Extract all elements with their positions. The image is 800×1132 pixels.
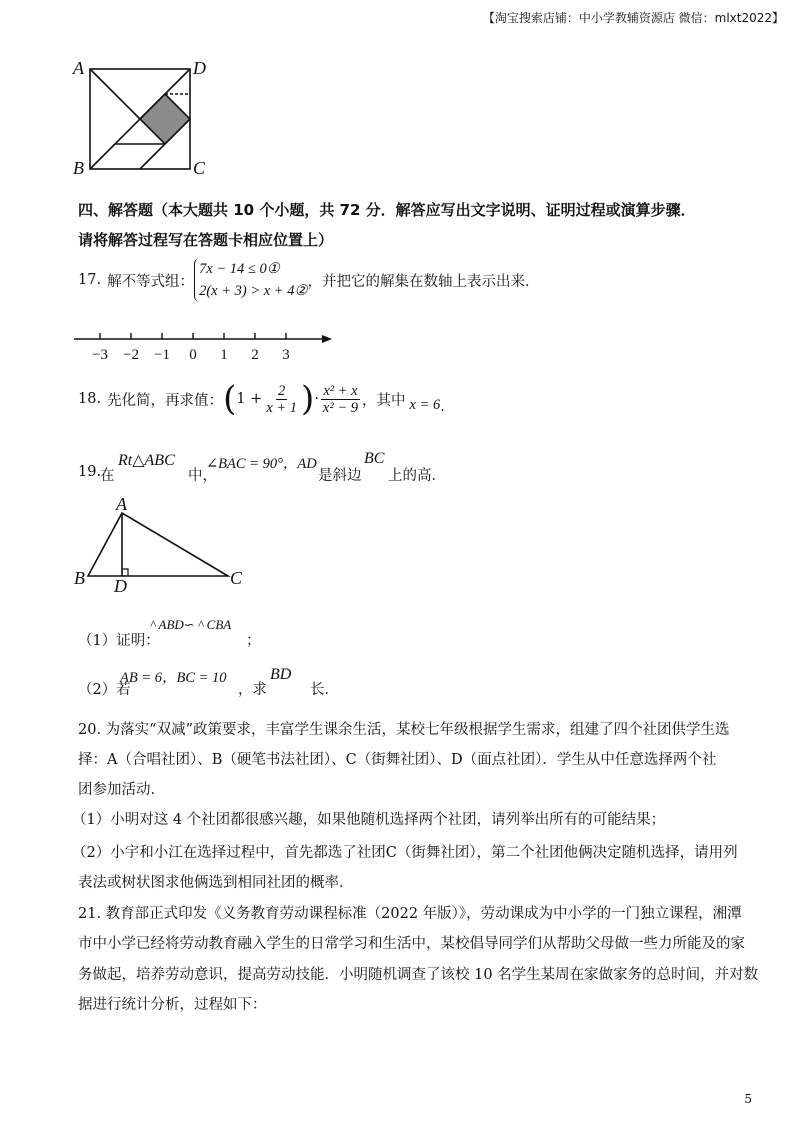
- q19-is: 是斜边: [318, 468, 362, 484]
- section-heading-line2: 请将解答过程写在答题卡相应位置上）: [78, 231, 334, 249]
- q18-mid: ，其中: [362, 392, 406, 409]
- q17-inequality-1: 7x − 14 ≤ 0①: [199, 261, 280, 277]
- q17-number: 17.: [78, 272, 102, 288]
- q18-value: x = 6: [409, 396, 441, 413]
- q17-inequality-2: 2(x + 3) > x + 4②: [199, 283, 308, 299]
- question-17: [78, 258, 539, 302]
- q20-sub2a: （2）小宇和小江在选择过程中，首先都选了社团C（街舞社团），第二个社团他俩决定随机选择，请用列: [72, 845, 738, 861]
- q18-fraction-1: $\frac{2}{x + 1}$: [266, 382, 298, 416]
- number-line-tick-label: 3: [282, 347, 290, 363]
- number-line-tick-label: −3: [92, 347, 108, 363]
- number-line-tick-label: 0: [189, 347, 197, 363]
- q19-in: 中，: [188, 468, 217, 484]
- q18-dot: ·: [314, 391, 319, 407]
- label-d: D: [193, 58, 206, 78]
- label-a: A: [73, 58, 84, 78]
- q19-part1-math: ^ ABD∽ ^ CBA: [150, 617, 232, 632]
- label-b: B: [73, 158, 84, 178]
- number-line-tick-label: 1: [220, 347, 228, 363]
- q19-angle: ∠BAC = 90°，AD: [206, 456, 317, 472]
- triangle-label-c: C: [230, 568, 243, 588]
- q19-triangle: Rt△ABC: [118, 452, 175, 469]
- number-line-tick-label: −2: [123, 347, 139, 363]
- q17-prefix: 解不等式组：: [107, 273, 195, 290]
- header-note: 【淘宝搜索店铺：中小学教辅资源店 微信：mlxt2022】: [482, 11, 784, 25]
- q20-line2: 择：A（合唱社团）、B（硬笔书法社团）、C（街舞社团）、D（面点社团）．学生从中任意选择两个社: [78, 752, 717, 768]
- q19-part2-end: 长．: [310, 682, 339, 698]
- triangle-label-d: D: [114, 576, 127, 596]
- square-figure: [70, 58, 220, 180]
- q21-line1: 21. 教育部正式印发《义务教育劳动课程标准（2022 年版）》，劳动课成为中小学的一门独立课程，湘潭: [78, 906, 742, 922]
- q20-line1: 20. 为落实“双减”政策要求，丰富学生课余生活，某校七年级根据学生需求，组建了四个社团供学生选: [78, 722, 730, 738]
- q19-part1-end: ；: [246, 633, 261, 649]
- q17-system: [194, 258, 307, 302]
- q20-sub2b: 表法或树状图求他俩选到相同社团的概率．: [78, 875, 354, 891]
- q21-line2: 市中小学已经将劳动教育融入学生的日常学习和生活中，某校倡导同学们从帮助父母做一些力所能及的家: [78, 936, 745, 952]
- q19-part2-bd: BD: [270, 666, 292, 683]
- q19-at: 在: [100, 468, 115, 484]
- label-c: C: [193, 158, 206, 178]
- q19-part2-prefix: （2）若: [78, 682, 131, 698]
- number-line-tick-label: 2: [251, 347, 259, 363]
- triangle-label-b: B: [74, 568, 85, 588]
- number-line: [72, 325, 337, 365]
- q18-one-plus: 1 +: [236, 391, 263, 407]
- q18-number: 18.: [78, 391, 102, 407]
- q21-line3: 务做起，培养劳动意识，提高劳动技能．小明随机调查了该校 10 名学生某周在家做家务的总时间，并对数: [78, 967, 759, 983]
- q20-line3: 团参加活动．: [78, 782, 165, 798]
- q19-part2-math: AB = 6，BC = 10: [120, 670, 227, 686]
- number-line-tick-label: −1: [154, 347, 170, 363]
- question-18: 18. 先化简，再求值： ( 1 + $\frac{2}{x + 1}$ ) · $\frac{\text{x² + x}}{\text{x² − 9}}$ ，其中 x = 6 ．: [78, 379, 455, 419]
- page-number: 5: [744, 1092, 752, 1106]
- q18-prefix: 先化简，再求值：: [107, 392, 224, 409]
- q21-line4: 据进行统计分析，过程如下：: [78, 997, 267, 1013]
- triangle-figure: [70, 494, 250, 596]
- q17-suffix: ，并把它的解集在数轴上表示出来．: [307, 273, 540, 290]
- q20-sub1: （1）小明对这 4 个社团都很感兴趣，如果他随机选择两个社团，请列举出所有的可能结果；: [72, 812, 666, 828]
- q19-bc: BC: [364, 450, 385, 467]
- section-heading-line1: 四、解答题（本大题共 10 个小题，共 72 分．解答应写出文字说明、证明过程或演算步骤．: [78, 201, 696, 219]
- q18-fraction-2: $\frac{\text{x² + x}}{\text{x² − 9}}$: [322, 382, 358, 416]
- q18-end: ．: [440, 398, 455, 415]
- q19-part1-prefix: （1）证明：: [78, 633, 160, 649]
- triangle-label-a: A: [116, 494, 127, 514]
- q19-altitude: 上的高．: [388, 468, 446, 484]
- q19-number: 19.: [78, 464, 102, 480]
- q19-part2-mid: ，求: [238, 682, 267, 698]
